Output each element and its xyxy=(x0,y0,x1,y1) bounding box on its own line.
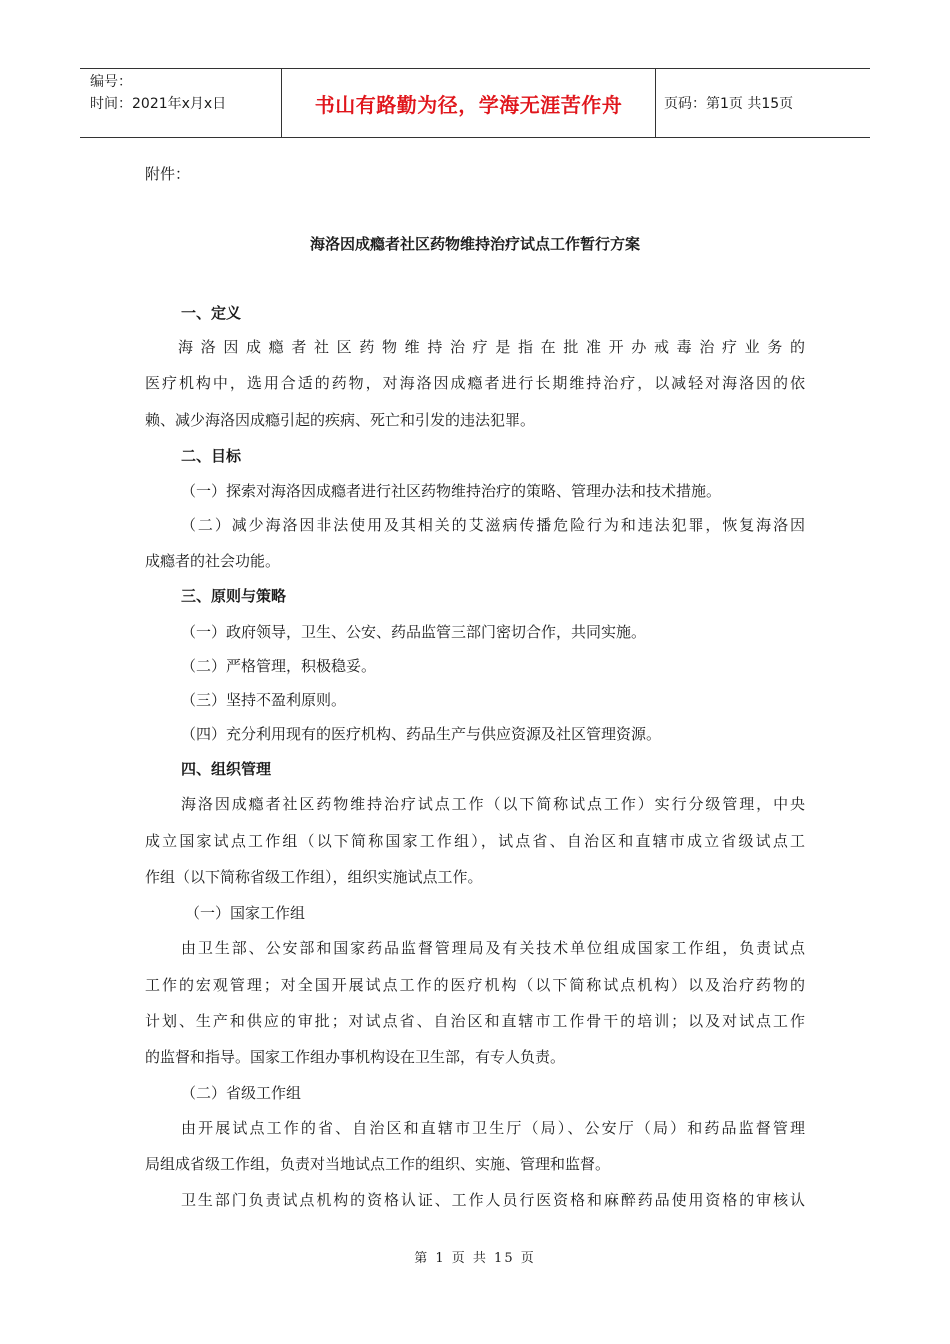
paragraph-line: 由卫生部、公安部和国家药品监督管理局及有关技术单位组成国家工作组，负责试点 xyxy=(181,939,805,957)
paragraph-line: （一）探索对海洛因成瘾者进行社区药物维持治疗的策略、管理办法和技术措施。 xyxy=(181,482,722,500)
attachment-label: 附件： xyxy=(145,165,191,183)
page-footer: 第 1 页 共 15 页 xyxy=(414,1251,536,1266)
document-title: 海洛因成瘾者社区药物维持治疗试点工作暂行方案 xyxy=(309,235,640,253)
paragraph-line: 的监督和指导。国家工作组办事机构设在卫生部，有专人负责。 xyxy=(145,1048,566,1066)
paragraph-line: 由开展试点工作的省、自治区和直辖市卫生厅（局）、公安厅（局）和药品监督管理 xyxy=(181,1119,805,1137)
paragraph-line: 海洛因成瘾者社区药物维持治疗是指在批准开办戒毒治疗业务的 xyxy=(178,338,805,356)
section-heading: 一、定义 xyxy=(181,304,242,322)
header-table xyxy=(80,68,870,138)
paragraph-line: （一）政府领导，卫生、公安、药品监管三部门密切合作，共同实施。 xyxy=(181,623,647,641)
subsection-heading: （一）国家工作组 xyxy=(185,904,306,922)
paragraph-line: （四）充分利用现有的医疗机构、药品生产与供应资源及社区管理资源。 xyxy=(181,725,662,743)
paragraph-line: 成立国家试点工作组（以下简称国家工作组），试点省、自治区和直辖市成立省级试点工 xyxy=(145,832,805,850)
subsection-heading: （二）省级工作组 xyxy=(181,1084,302,1102)
paragraph-line: 赖、减少海洛因成瘾引起的疾病、死亡和引发的违法犯罪。 xyxy=(145,411,536,429)
paragraph-line: （二）严格管理，积极稳妥。 xyxy=(181,657,377,675)
header-meta xyxy=(80,69,281,137)
number-label: 编号： xyxy=(90,74,132,90)
paragraph-line: 卫生部门负责试点机构的资格认证、工作人员行医资格和麻醉药品使用资格的审核认 xyxy=(181,1191,805,1209)
paragraph-line: 局组成省级工作组，负责对当地试点工作的组织、实施、管理和监督。 xyxy=(145,1155,611,1173)
time-label: 时间：2021年x月x日 xyxy=(90,96,227,112)
section-heading: 四、组织管理 xyxy=(181,760,272,778)
page-info: 页码：第1页 共15页 xyxy=(664,96,794,112)
paragraph-line: （二）减少海洛因非法使用及其相关的艾滋病传播危险行为和违法犯罪，恢复海洛因 xyxy=(181,516,805,534)
paragraph-line: 海洛因成瘾者社区药物维持治疗试点工作（以下简称试点工作）实行分级管理，中央 xyxy=(181,795,805,813)
paragraph-line: 工作的宏观管理；对全国开展试点工作的医疗机构（以下简称试点机构）以及治疗药物的 xyxy=(145,976,805,994)
paragraph-line: 作组（以下简称省级工作组），组织实施试点工作。 xyxy=(145,868,483,886)
paragraph-line: 成瘾者的社会功能。 xyxy=(145,552,281,570)
paragraph-line: （三）坚持不盈利原则。 xyxy=(181,691,347,709)
paragraph-line: 计划、生产和供应的审批；对试点省、自治区和直辖市工作骨干的培训；以及对试点工作 xyxy=(145,1012,805,1030)
section-heading: 三、原则与策略 xyxy=(181,587,287,605)
section-heading: 二、目标 xyxy=(181,447,242,465)
paragraph-line: 医疗机构中，选用合适的药物，对海洛因成瘾者进行长期维持治疗，以减轻对海洛因的依 xyxy=(145,374,805,392)
motto: 书山有路勤为径，学海无涯苦作舟 xyxy=(281,69,656,137)
